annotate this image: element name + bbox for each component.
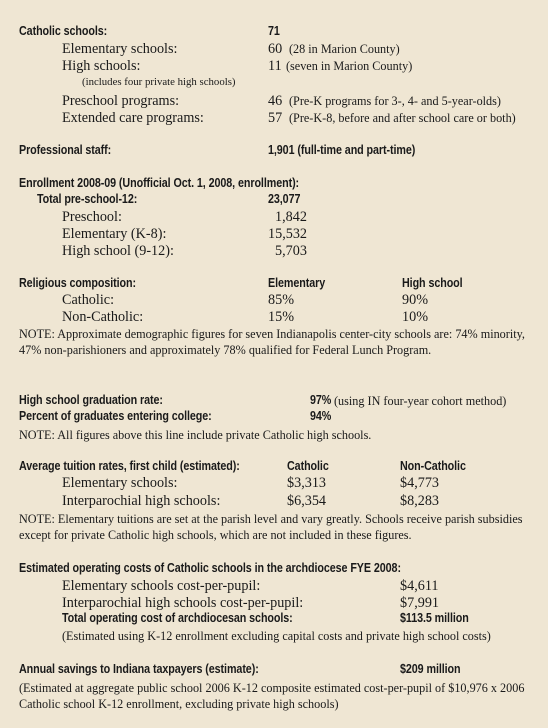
row-value: 57: [268, 110, 283, 126]
row-high: 90%: [402, 292, 429, 308]
list-item: [0, 243, 548, 261]
tuition-col-catholic: Catholic: [287, 459, 329, 473]
costs-note-row: [0, 629, 548, 647]
religion-col-high: High school: [402, 276, 463, 290]
row-elem: 15%: [268, 309, 295, 325]
row-label: Elementary schools:: [62, 41, 178, 57]
row-label: Elementary schools:: [62, 475, 178, 491]
staff-label: Professional staff:: [19, 143, 112, 157]
row-note: (seven in Marion County): [286, 59, 413, 73]
row-value: 60: [268, 41, 283, 57]
row-value: 11: [268, 58, 282, 74]
list-item: [0, 475, 548, 493]
row-noncatholic: $4,773: [400, 475, 440, 491]
row-note: (includes four private high schools): [82, 76, 236, 88]
row-catholic: $6,354: [287, 493, 327, 509]
enrollment-total-value: 23,077: [268, 192, 301, 206]
row-label: High schools:: [62, 58, 141, 74]
row-note: (28 in Marion County): [289, 42, 400, 56]
row-value: $7,991: [400, 595, 440, 611]
enrollment-heading: Enrollment 2008-09 (Unofficial Oct. 1, 2008, enrollment):: [19, 176, 300, 190]
row-value: 15,532: [268, 226, 308, 242]
list-item: [0, 209, 548, 227]
list-item: [0, 93, 548, 111]
row-value: 1,842: [275, 209, 307, 225]
savings-value: $209 million: [400, 662, 461, 676]
row-label: Interparochial high schools:: [62, 493, 221, 509]
college-label: Percent of graduates entering college:: [19, 409, 212, 423]
list-item: [0, 226, 548, 244]
graduation-rate-value: 97%: [310, 393, 332, 407]
staff-value: 1,901 (full-time and part-time): [268, 143, 416, 157]
row-note: (Pre-K programs for 3-, 4- and 5-year-olds): [289, 94, 501, 108]
row-value: 46: [268, 93, 283, 109]
schools-header-row: [0, 24, 548, 42]
savings-note: (Estimated at aggregate public school 2006 K-12 composite estimated cost-per-pupil of $10,976 x 2006 Catholic school K-12 enrollment, excluding private high schools): [19, 681, 525, 711]
row-label: Catholic:: [62, 292, 115, 308]
row-label: Non-Catholic:: [62, 309, 144, 325]
costs-heading: Estimated operating costs of Catholic schools in the archdiocese FYE 2008:: [19, 561, 401, 575]
row-value: 5,703: [275, 243, 307, 259]
row-high: 10%: [402, 309, 429, 325]
religion-heading: Religious composition:: [19, 276, 136, 290]
costs-note: (Estimated using K-12 enrollment excluding capital costs and private high school costs): [62, 629, 491, 643]
savings-label: Annual savings to Indiana taxpayers (estimate):: [19, 662, 259, 676]
list-item: [0, 292, 548, 310]
list-item: [0, 110, 548, 128]
college-value: 94%: [310, 409, 332, 423]
graduation-rate-note: (using IN four-year cohort method): [334, 394, 507, 408]
list-item: [0, 58, 548, 76]
tuition-col-noncatholic: Non-Catholic: [400, 459, 466, 473]
row-label: Elementary (K-8):: [62, 226, 167, 242]
tuition-note: NOTE: Elementary tuitions are set at the parish level and vary greatly. Schools receive parish subsidies except for private Catholic high schools, which are not included in these figures.: [19, 512, 523, 542]
row-value: $4,611: [400, 578, 439, 594]
row-label: Preschool:: [62, 209, 122, 225]
list-item: [0, 493, 548, 511]
staff-row: [0, 143, 548, 161]
list-item: [0, 76, 548, 94]
schools-count: 71: [268, 24, 280, 38]
row-elem: 85%: [268, 292, 295, 308]
enrollment-total-row: [0, 192, 548, 210]
costs-total-value: $113.5 million: [400, 611, 469, 625]
graduation-note: NOTE: All figures above this line include private Catholic high schools.: [19, 428, 372, 442]
row-noncatholic: $8,283: [400, 493, 440, 509]
list-item: [0, 578, 548, 596]
college-row: [0, 409, 548, 427]
tuition-heading: Average tuition rates, first child (estimated):: [19, 459, 240, 473]
row-label: High school (9-12):: [62, 243, 174, 259]
list-item: [0, 309, 548, 327]
row-label: Preschool programs:: [62, 93, 180, 109]
row-note: (Pre-K-8, before and after school care or both): [289, 111, 516, 125]
costs-total-row: [0, 611, 548, 629]
schools-label: Catholic schools:: [19, 24, 108, 38]
savings-row: [0, 662, 548, 680]
row-label: Elementary schools cost-per-pupil:: [62, 578, 261, 594]
enrollment-total-label: Total pre-school-12:: [37, 192, 138, 206]
religion-note: NOTE: Approximate demographic figures for seven Indianapolis center-city schools are: 74% minority, 47% non-parishioners and approximately 78% qualified for Federal Lunch Program.: [19, 327, 525, 357]
costs-total-label: Total operating cost of archdiocesan schools:: [62, 611, 293, 625]
row-label: Interparochial high schools cost-per-pupil:: [62, 595, 304, 611]
graduation-rate-label: High school graduation rate:: [19, 393, 163, 407]
list-item: [0, 41, 548, 59]
row-catholic: $3,313: [287, 475, 327, 491]
religion-col-elementary: Elementary: [268, 276, 326, 290]
row-label: Extended care programs:: [62, 110, 204, 126]
